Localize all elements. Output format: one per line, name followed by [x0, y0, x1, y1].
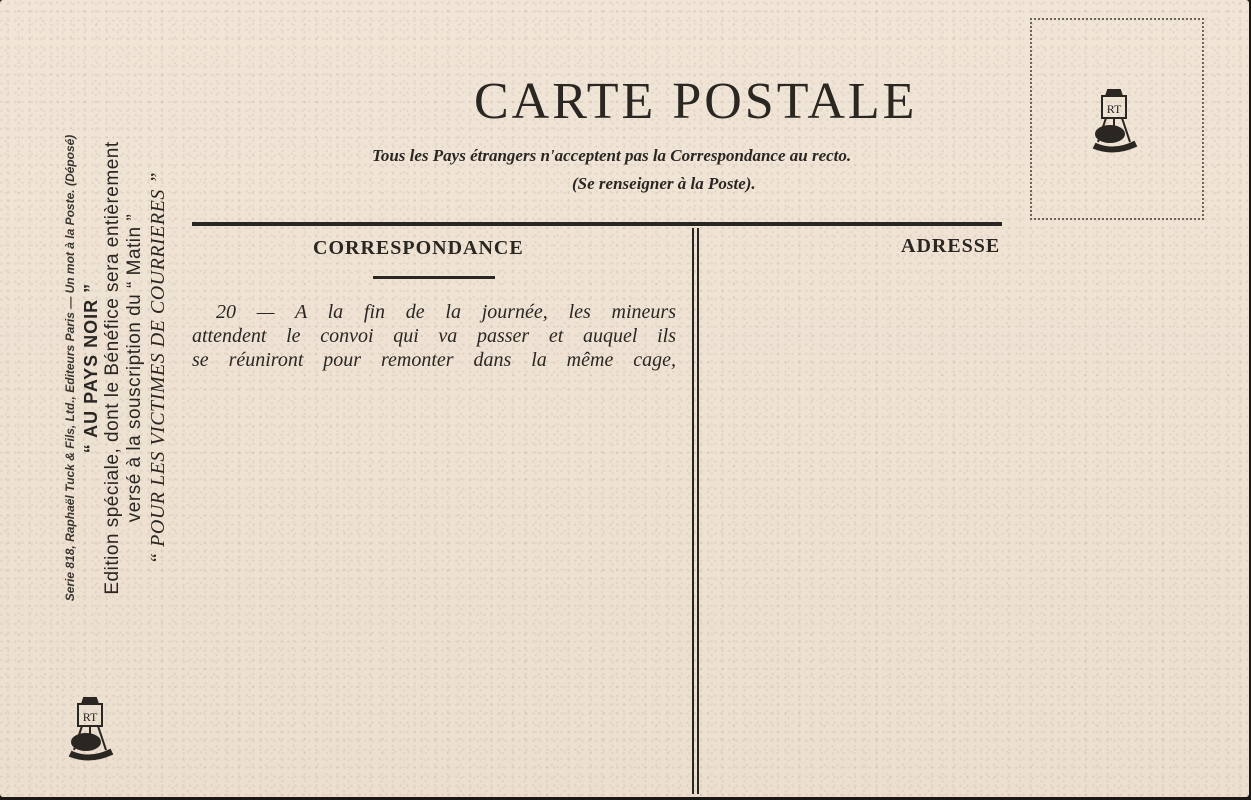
- page-title: CARTE POSTALE: [474, 73, 918, 130]
- edition-note: Edition spéciale, dont le Bénéfice sera entièrement: [102, 141, 123, 595]
- postal-notice: Tous les Pays étrangers n'acceptent pas la Correspondance au recto.: [372, 146, 852, 165]
- center-divider: [692, 228, 694, 794]
- caption-line: se réuniront pour remonter dans la même cage,: [192, 349, 676, 371]
- header-divider: [192, 222, 1002, 226]
- caption-line: 20 — A la fin de la journée, les mineurs: [216, 301, 676, 323]
- photo-caption: [192, 300, 676, 372]
- center-divider-double: [697, 228, 699, 794]
- series-title: “ AU PAYS NOIR ”: [81, 282, 101, 454]
- correspondence-heading: CORRESPONDANCE: [313, 237, 524, 259]
- tuck-easel-logo-icon: [1086, 84, 1142, 156]
- tuck-easel-logo-icon: [62, 692, 118, 764]
- postal-notice-sub: (Se renseigner à la Poste).: [572, 174, 756, 193]
- svg-text:RT: RT: [82, 710, 98, 724]
- caption-line: attendent le convoi qui va passer et auquel ils: [192, 325, 676, 347]
- side-imprint: [60, 48, 190, 688]
- correspondence-underline: [373, 276, 495, 279]
- dedication-line: “ POUR LES VICTIMES DE COURRIERES ”: [147, 172, 169, 564]
- svg-text:RT: RT: [1106, 102, 1122, 116]
- address-heading: ADRESSE: [901, 235, 1001, 257]
- publisher-line: Serie 818, Raphaël Tuck & Fils, Ltd., Editeurs Paris — Un mot à la Poste. (Déposé): [63, 134, 77, 602]
- edition-note-cont: versé à la souscription du “ Matin ”: [124, 213, 145, 523]
